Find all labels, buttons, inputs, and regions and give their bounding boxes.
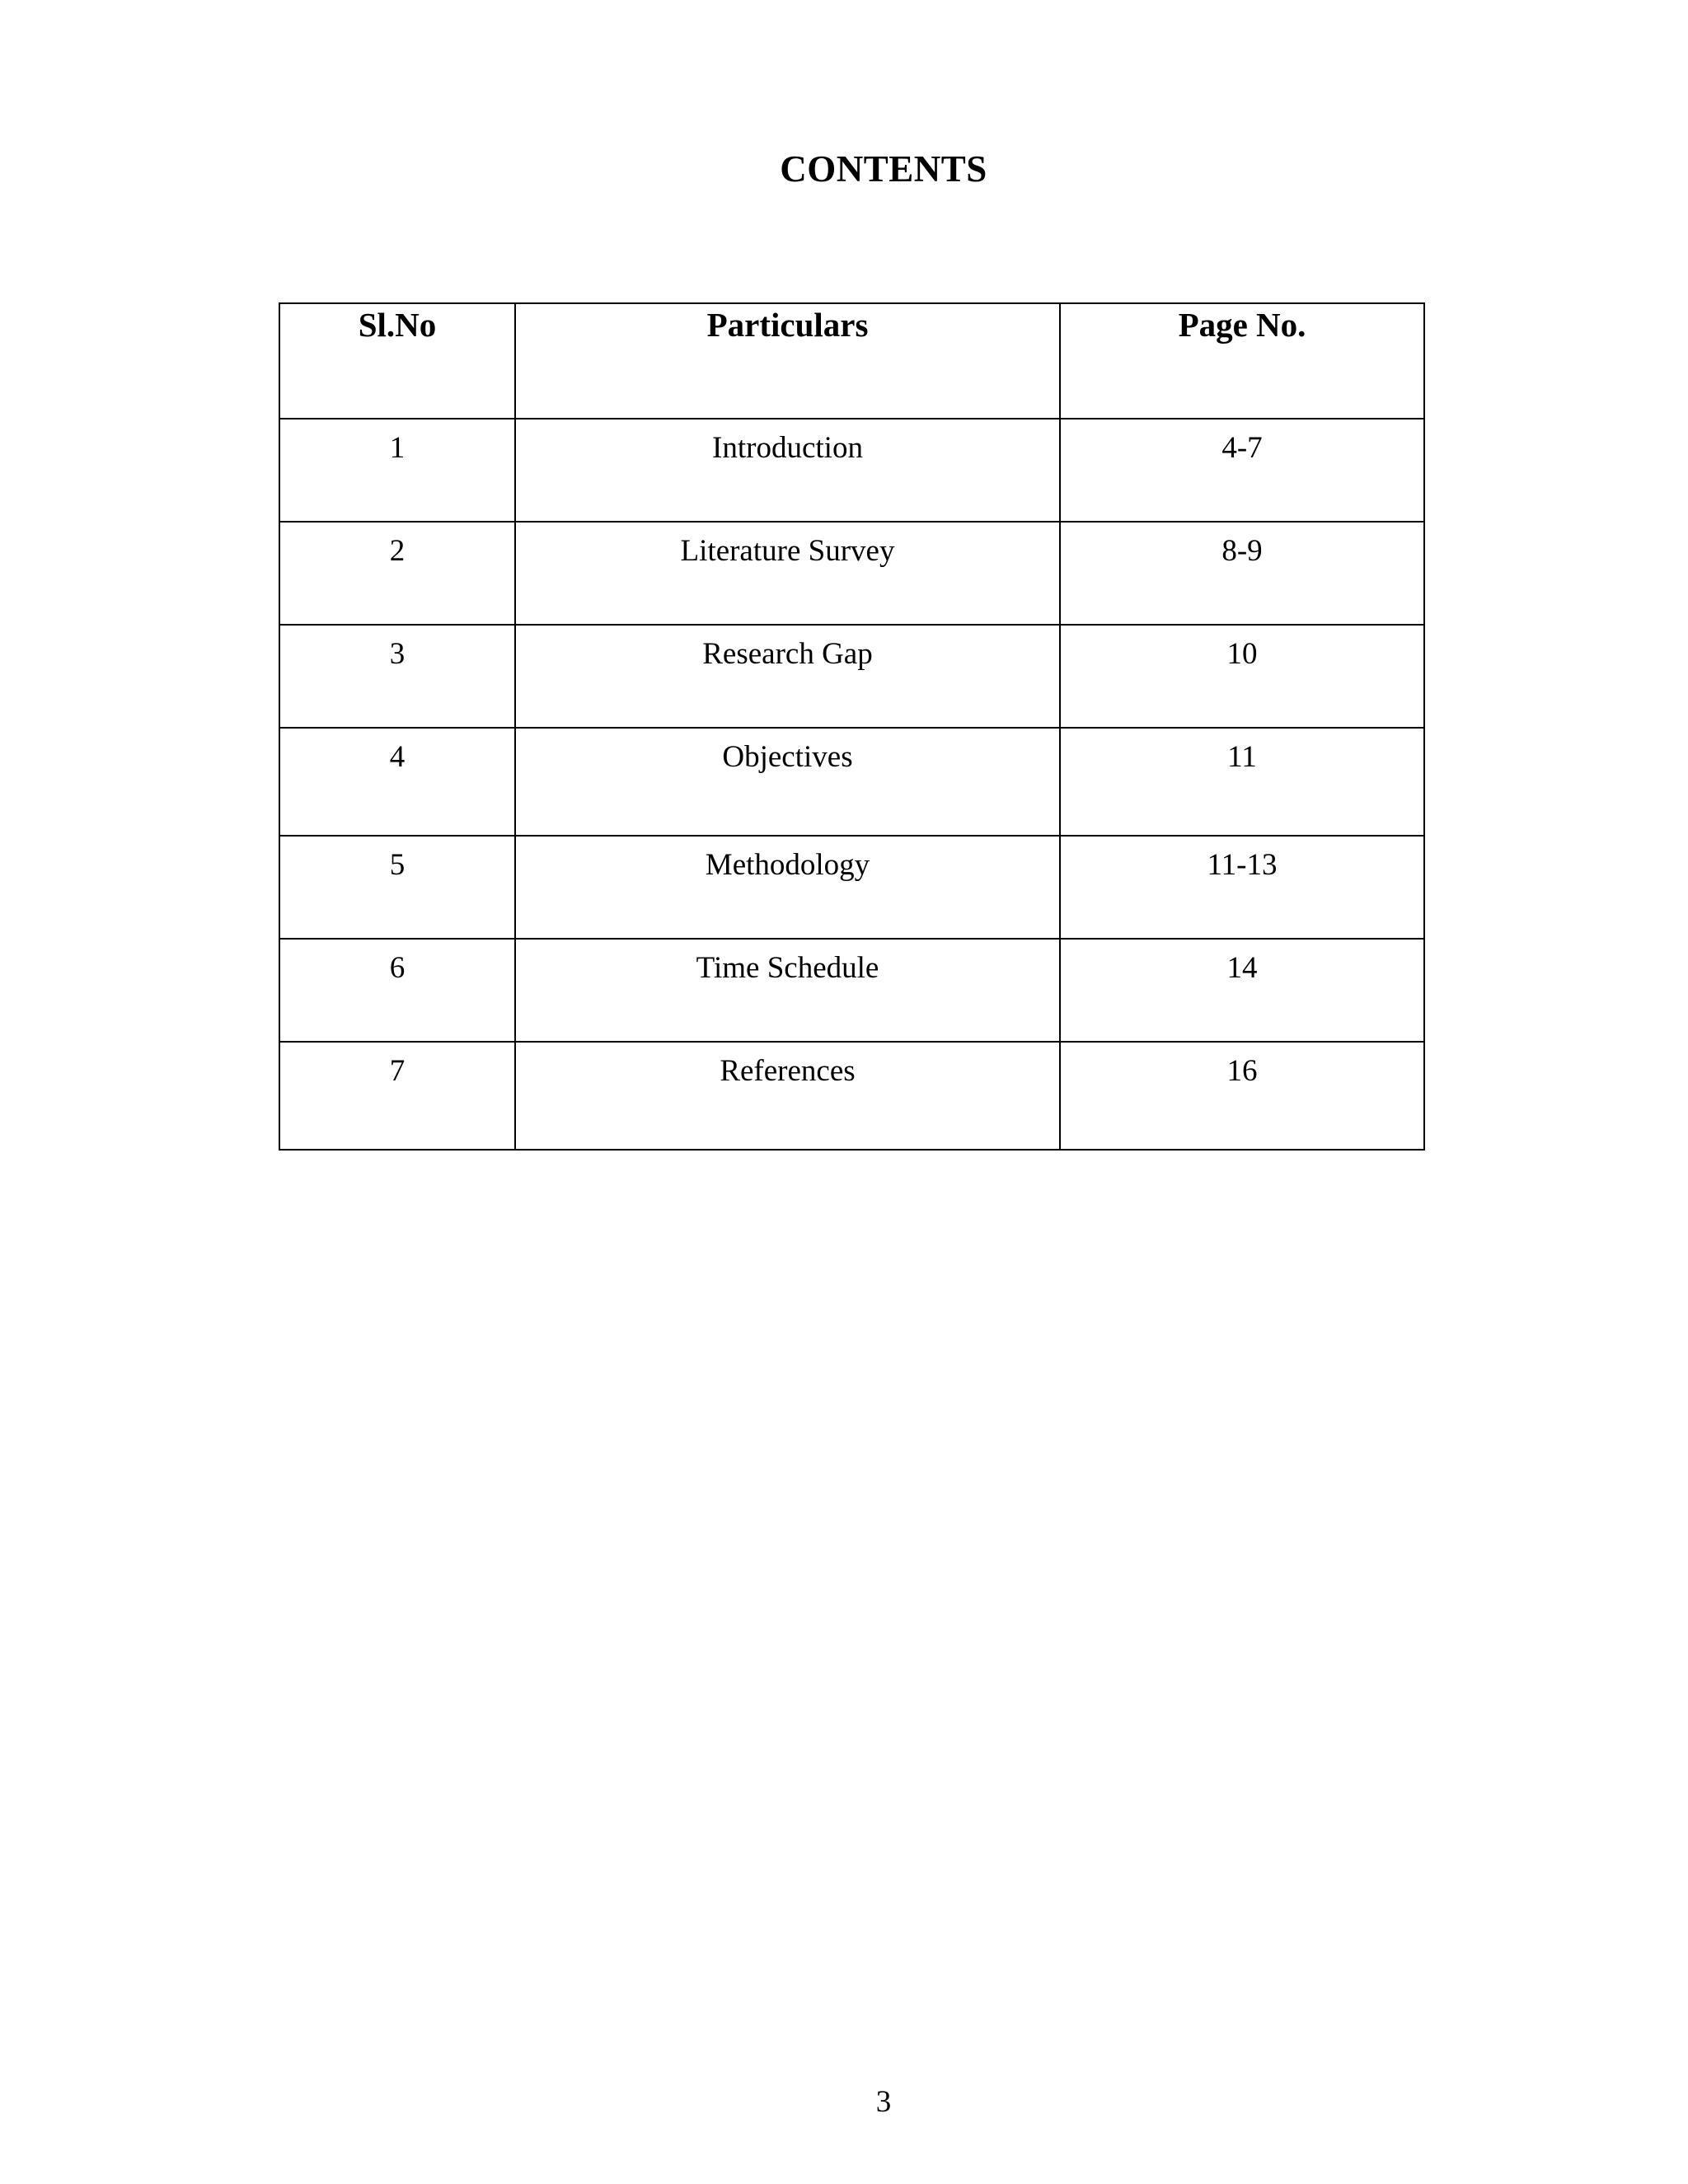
cell-particulars: Time Schedule — [515, 939, 1060, 1042]
cell-particulars: Literature Survey — [515, 522, 1060, 625]
cell-sl-no: 4 — [279, 728, 515, 836]
cell-sl-no: 2 — [279, 522, 515, 625]
cell-sl-no: 7 — [279, 1042, 515, 1150]
cell-sl-no: 5 — [279, 836, 515, 939]
table-row — [279, 625, 1424, 728]
table-row — [279, 522, 1424, 625]
table-row — [279, 419, 1424, 522]
table-header-row — [279, 303, 1424, 419]
cell-page-no: 14 — [1060, 939, 1424, 1042]
cell-page-no: 8-9 — [1060, 522, 1424, 625]
cell-particulars: Objectives — [515, 728, 1060, 836]
header-particulars: Particulars — [515, 303, 1060, 419]
cell-page-no: 10 — [1060, 625, 1424, 728]
header-page-no: Page No. — [1060, 303, 1424, 419]
header-sl-no: Sl.No — [279, 303, 515, 419]
table-row — [279, 836, 1424, 939]
contents-table — [279, 302, 1425, 1151]
cell-page-no: 4-7 — [1060, 419, 1424, 522]
cell-particulars: Research Gap — [515, 625, 1060, 728]
table-row — [279, 939, 1424, 1042]
cell-particulars: Methodology — [515, 836, 1060, 939]
cell-sl-no: 3 — [279, 625, 515, 728]
page-title: CONTENTS — [780, 148, 987, 190]
cell-page-no: 11 — [1060, 728, 1424, 836]
cell-particulars: References — [515, 1042, 1060, 1150]
cell-particulars: Introduction — [515, 419, 1060, 522]
cell-sl-no: 6 — [279, 939, 515, 1042]
cell-page-no: 16 — [1060, 1042, 1424, 1150]
table-row — [279, 1042, 1424, 1150]
table-row — [279, 728, 1424, 836]
cell-page-no: 11-13 — [1060, 836, 1424, 939]
cell-sl-no: 1 — [279, 419, 515, 522]
page-number: 3 — [875, 2085, 892, 2119]
